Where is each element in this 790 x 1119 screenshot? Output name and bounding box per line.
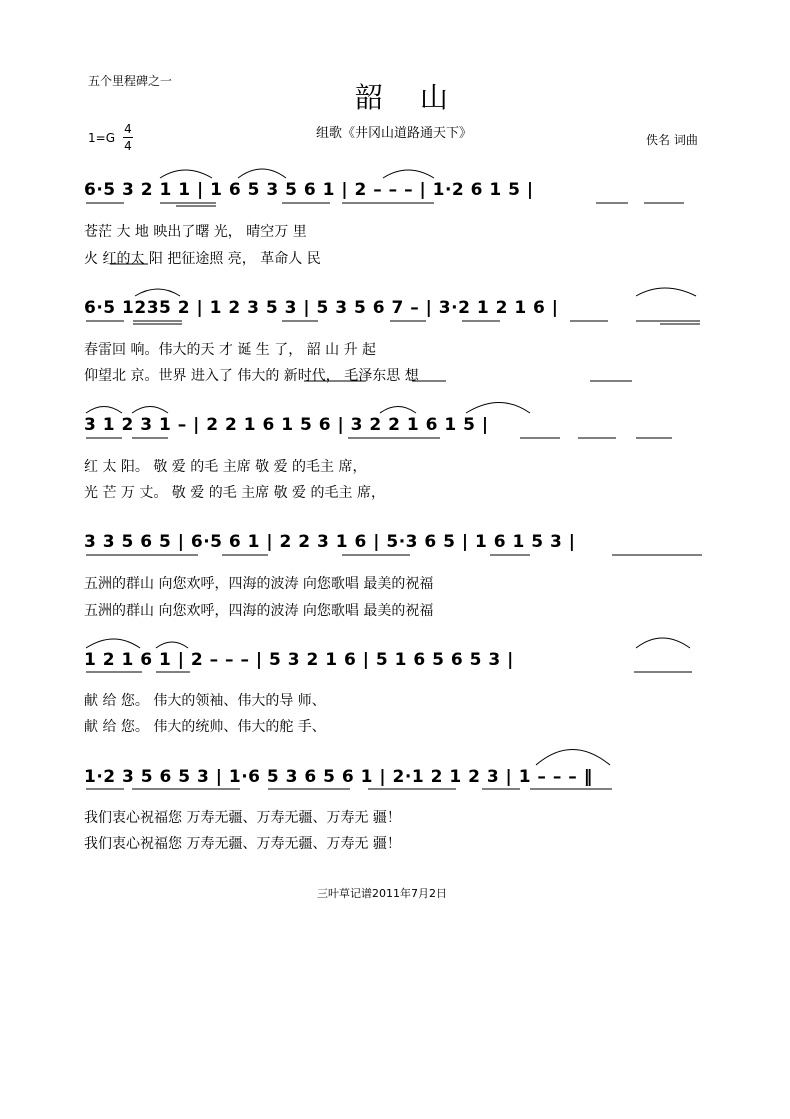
notation-line: 3 1 2 3 1 – | 2 2 1 6 1 5 6 | 3 2 2 1 6 1 5 | bbox=[84, 415, 489, 435]
lyrics-verse-2: 火 红的太 阳 把征途照 亮， 革命人 民 bbox=[84, 251, 321, 267]
slur bbox=[383, 170, 434, 178]
slur bbox=[238, 169, 286, 178]
song-title: 韶 山 bbox=[355, 81, 462, 114]
slur bbox=[86, 407, 122, 414]
lyrics-verse-2: 仰望北 京。世界 进入了 伟大的 新时代， 毛泽东思 想 bbox=[84, 368, 419, 384]
slur bbox=[636, 288, 696, 296]
lyrics-verse-1: 春雷回 响。伟大的天 才 诞 生 了， 韶 山 升 起 bbox=[84, 342, 377, 358]
lyrics-verse-1: 红 太 阳。 敬 爱 的毛 主席 敬 爱 的毛主 席， bbox=[84, 459, 367, 475]
slur bbox=[86, 639, 140, 648]
lyrics-verse-2: 五洲的群山 向您欢呼，四海的波涛 向您歌唱 最美的祝福 bbox=[84, 603, 434, 619]
notation-line: 6·5 1235 2 | 1 2 3 5 3 | 5 3 5 6 7 – | 3·2 1 2 1 6 | bbox=[84, 298, 559, 318]
song-subtitle: 组歌《井冈山道路通天下》 bbox=[316, 126, 473, 141]
credit-line: 佚名 词曲 bbox=[646, 133, 698, 147]
slur bbox=[160, 170, 212, 178]
notation-line: 3 3 5 6 5 | 6·5 6 1 | 2 2 3 1 6 | 5·3 6 5 | 1 6 1 5 3 | bbox=[84, 532, 576, 552]
notation-line: 6·5 3 2 1 1 | 1 6 5 3 5 6 1 | 2 – – – | 1·2 6 1 5 | bbox=[84, 180, 534, 200]
time-numerator: 4 bbox=[124, 122, 132, 136]
lyrics-verse-2: 我们衷心祝福您 万寿无疆、万寿无疆、万寿无 疆！ bbox=[84, 836, 401, 852]
key-signature: 1=G bbox=[88, 131, 115, 145]
lyrics-verse-1: 献 给 您。 伟大的领袖、伟大的导 师、 bbox=[84, 693, 326, 709]
time-denominator: 4 bbox=[124, 139, 132, 153]
footer-note: 三叶草记谱2011年7月2日 bbox=[317, 887, 447, 900]
slur bbox=[536, 750, 610, 766]
lyrics-verse-2: 光 芒 万 丈。 敬 爱 的毛 主席 敬 爱 的毛主 席， bbox=[84, 485, 385, 501]
slur bbox=[156, 642, 188, 648]
series-label: 五个里程碑之一 bbox=[88, 74, 173, 88]
lyrics-verse-2: 献 给 您。 伟大的统帅、伟大的舵 手、 bbox=[84, 719, 326, 735]
lyrics-verse-1: 我们衷心祝福您 万寿无疆、万寿无疆、万寿无 疆！ bbox=[84, 810, 401, 826]
lyrics-verse-1: 苍茫 大 地 映出了曙 光， 晴空万 里 bbox=[84, 224, 307, 240]
lyrics-verse-1: 五洲的群山 向您欢呼，四海的波涛 向您歌唱 最美的祝福 bbox=[84, 576, 434, 592]
notation-line: 1·2 3 5 6 5 3 | 1·6 5 3 6 5 6 1 | 2·1 2 1 2 3 | 1 – – – ‖ bbox=[84, 767, 593, 787]
slur bbox=[380, 407, 416, 414]
slur bbox=[132, 407, 168, 414]
slur bbox=[636, 638, 690, 648]
slur bbox=[466, 403, 530, 414]
slur bbox=[135, 289, 180, 296]
notation-line: 1 2 1 6 1 | 2 – – – | 5 3 2 1 6 | 5 1 6 5 6 5 3 | bbox=[84, 650, 514, 670]
